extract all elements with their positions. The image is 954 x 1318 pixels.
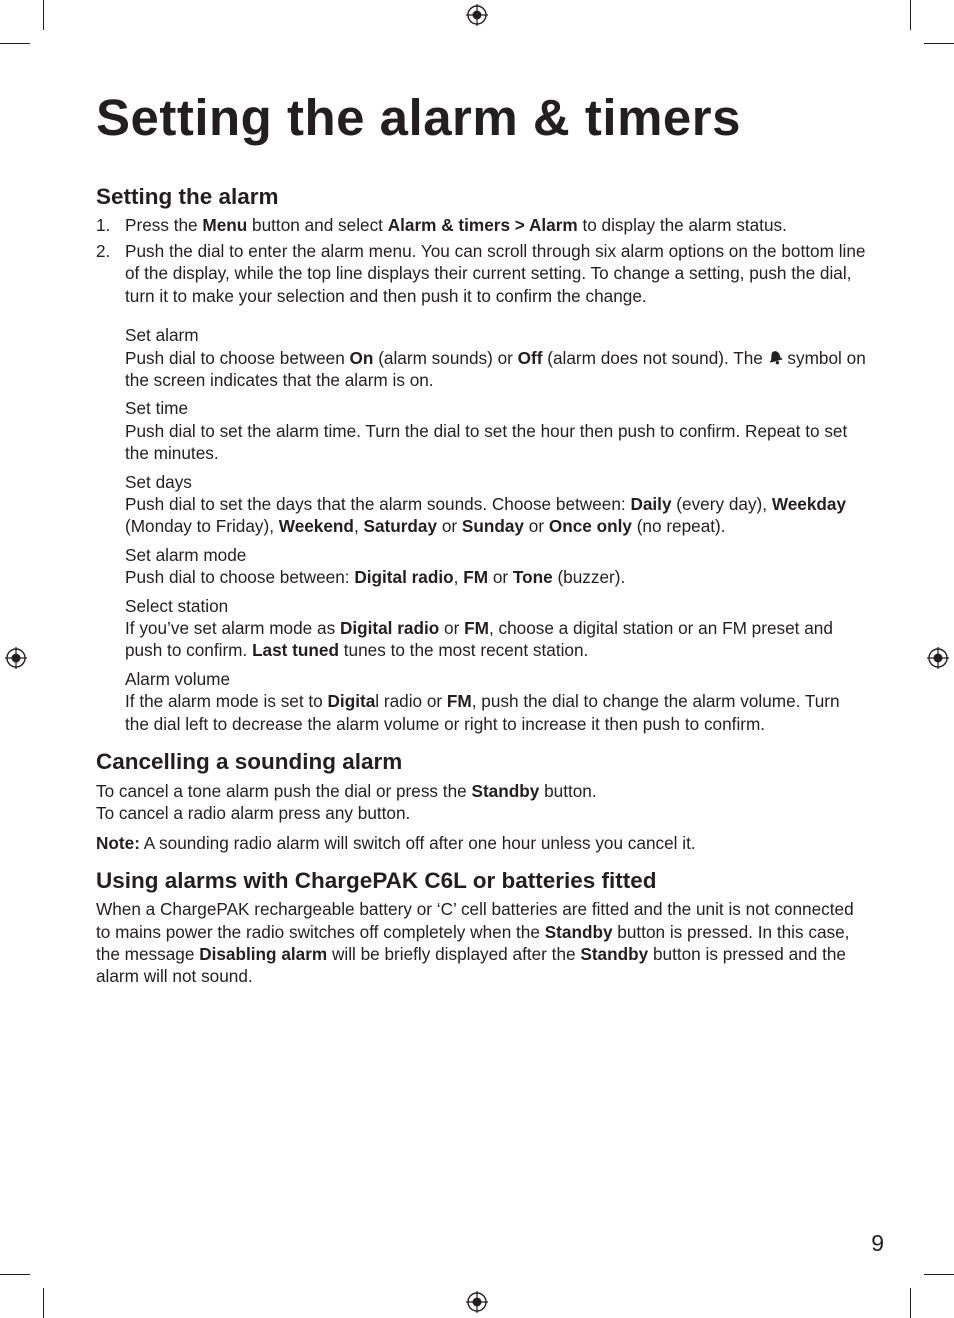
list-item bbox=[96, 214, 866, 236]
option-title: Alarm volume bbox=[125, 668, 231, 689]
menu-path: Alarm & timers > Alarm bbox=[387, 215, 578, 235]
option-set-time bbox=[96, 397, 866, 464]
note-text: Note: A sounding radio alarm will switch off after one hour unless you cancel it. bbox=[96, 832, 696, 853]
menu-term: Menu bbox=[202, 215, 248, 235]
crop-mark bbox=[0, 1274, 30, 1275]
option-title: Set time bbox=[125, 398, 189, 419]
option-description: Push dial to set the alarm time. Turn the dial to set the hour then push to confirm. Repeat to set the minutes. bbox=[125, 420, 848, 464]
option-title: Set alarm bbox=[125, 325, 199, 346]
registration-mark-icon bbox=[466, 1291, 488, 1313]
option-alarm-volume bbox=[96, 668, 866, 735]
step-text: button and select bbox=[247, 215, 388, 235]
chargepak-text: When a ChargePAK rechargeable battery or ‘C’ cell batteries are fitted and the unit is not connected to mains power the radio switches off completely when the Standby button is pressed. In this case, the message Disabling alarm will be briefly displayed after the Standby button is pressed and the alarm will not sound. bbox=[96, 899, 854, 987]
option-description: If the alarm mode is set to Digital radio or FM, push the dial to change the alarm volume. Turn the dial left to decrease the alarm volume or right to increase it then push to confirm. bbox=[125, 691, 840, 734]
option-select-station bbox=[96, 595, 866, 662]
bell-icon bbox=[768, 350, 783, 365]
option-description: Push dial to choose between: Digital radio, FM or Tone (buzzer). bbox=[125, 567, 626, 588]
note-label: Note: bbox=[96, 832, 140, 853]
alarm-options bbox=[96, 324, 866, 735]
step-text: to display the alarm status. bbox=[577, 215, 787, 235]
option-title: Select station bbox=[125, 595, 229, 616]
crop-mark bbox=[910, 1288, 911, 1318]
registration-mark-icon bbox=[5, 647, 27, 669]
steps-list bbox=[96, 214, 866, 307]
page-number: 9 bbox=[871, 1230, 884, 1256]
option-set-alarm-mode bbox=[96, 544, 866, 589]
section-heading-chargepak: Using alarms with ChargePAK C6L or batteries fitted bbox=[96, 868, 657, 894]
crop-mark bbox=[924, 1274, 954, 1275]
option-description: If you’ve set alarm mode as Digital radio or FM, choose a digital station or an FM preset and push to confirm. Last tuned tunes to the most recent station. bbox=[125, 618, 833, 661]
registration-mark-icon bbox=[466, 4, 488, 26]
cancel-radio-text: To cancel a radio alarm press any button. bbox=[96, 803, 411, 824]
step-text: Push the dial to enter the alarm menu. You can scroll through six alarm options on the bottom line of the display, while the top line displays their current setting. To change a setting, push the dial, turn it to make your selection and then push it to confirm the change. bbox=[125, 240, 866, 306]
option-title: Set days bbox=[125, 471, 192, 492]
step-text: Press the bbox=[125, 215, 203, 235]
option-description: Push dial to choose between On (alarm sounds) or Off (alarm does not sound). The symbol on the screen indicates that the alarm is on. bbox=[125, 347, 866, 390]
option-title: Set alarm mode bbox=[125, 544, 247, 565]
crop-mark bbox=[0, 43, 30, 44]
section-heading-setting-alarm: Setting the alarm bbox=[96, 184, 279, 209]
registration-mark-icon bbox=[927, 647, 949, 669]
crop-mark bbox=[43, 0, 44, 30]
option-description: Push dial to set the days that the alarm sounds. Choose between: Daily (every day), Weekday (Monday to Friday), Weekend, Saturday or Sunday or Once only (no repeat). bbox=[125, 493, 847, 537]
section-heading-cancelling: Cancelling a sounding alarm bbox=[96, 749, 403, 775]
cancel-tone-text: To cancel a tone alarm push the dial or press the Standby button. bbox=[96, 781, 597, 802]
option-set-alarm bbox=[96, 324, 866, 391]
step-number: 2. bbox=[96, 240, 111, 261]
step-number: 1. bbox=[96, 215, 111, 235]
crop-mark bbox=[924, 43, 954, 44]
option-set-days bbox=[96, 471, 866, 538]
page-title: Setting the alarm & timers bbox=[96, 89, 741, 146]
crop-mark bbox=[43, 1288, 44, 1318]
crop-mark bbox=[910, 0, 911, 30]
list-item bbox=[96, 240, 866, 307]
page-content bbox=[96, 183, 866, 988]
